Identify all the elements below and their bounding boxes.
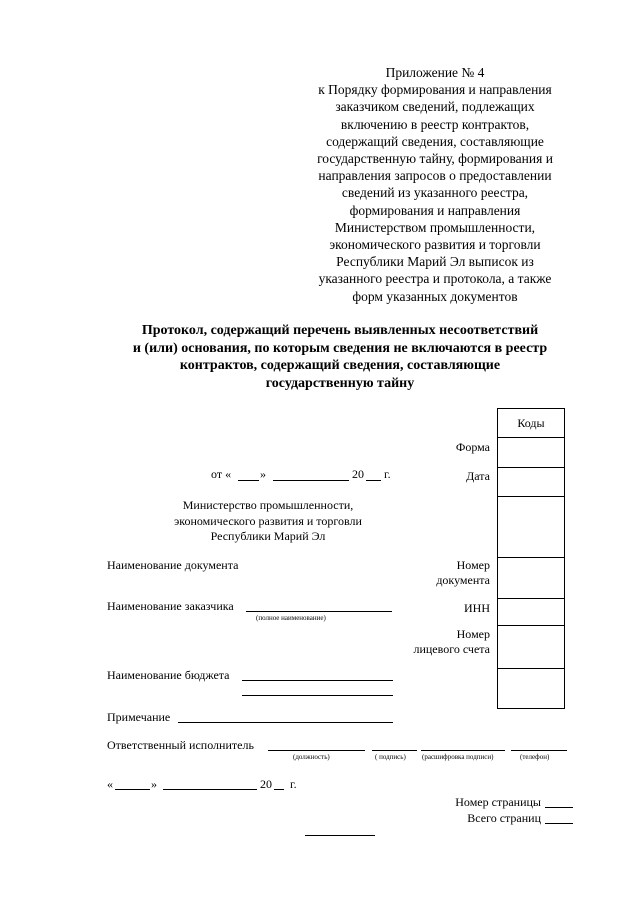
appendix-line: экономического развития и торговли (329, 237, 541, 253)
appendix-line: сведений из указанного реестра, (341, 185, 529, 201)
day-field-line (238, 480, 259, 481)
budget-name-line-1 (242, 680, 393, 681)
doc-number-label-1: Номер (456, 558, 490, 572)
ministry-block (168, 498, 368, 545)
bottom-date-year: 20 (260, 777, 272, 791)
bottom-month-line (163, 789, 257, 790)
date-suffix: г. (384, 467, 391, 481)
ministry-line: экономического развития и торговли (174, 513, 362, 528)
responsible-label: Ответственный исполнитель (107, 738, 254, 752)
signature-hint: ( подпись) (375, 753, 406, 761)
bottom-date-close-quote: » (151, 777, 157, 791)
total-pages-line (545, 823, 573, 824)
appendix-title: Приложение № 4 (385, 65, 485, 80)
ministry-line: Республики Марий Эл (210, 529, 326, 543)
decode-hint: (расшифровка подписи) (422, 753, 494, 761)
doc-name-label: Наименование документа (107, 558, 239, 572)
document-title (90, 322, 590, 392)
bottom-day-line (115, 789, 150, 790)
signature-line (372, 750, 417, 751)
bottom-date-suffix: г. (290, 777, 297, 791)
code-cell-date (498, 467, 564, 496)
footer-divider (305, 835, 375, 836)
appendix-line: Министерством промышленности, (334, 219, 536, 235)
bottom-year-line (274, 789, 284, 790)
code-cell-budget (498, 668, 564, 708)
appendix-line: формирования и направления (349, 202, 521, 218)
date-label: Дата (466, 469, 490, 483)
date-year: 20 (352, 467, 364, 481)
budget-name-line-2 (242, 695, 393, 696)
appendix-block (300, 64, 570, 305)
total-pages-label: Всего страниц (467, 811, 541, 825)
position-line (268, 750, 365, 751)
customer-name-hint: (полное наименование) (256, 614, 326, 622)
form-label: Форма (455, 440, 490, 454)
code-cell-account (498, 625, 564, 668)
codes-table (497, 408, 565, 709)
appendix-line: содержащий сведения, составляющие (326, 133, 544, 149)
phone-hint: (телефон) (520, 753, 550, 761)
page-number-label: Номер страницы (455, 795, 541, 809)
ministry-line: Министерство промышленности, (182, 498, 354, 512)
code-cell-form (498, 437, 564, 467)
month-field-line (273, 480, 349, 481)
date-prefix: от « (211, 467, 232, 481)
page-number-line (545, 807, 573, 808)
codes-header: Коды (517, 416, 545, 430)
inn-label: ИНН (464, 601, 490, 615)
doc-number-label-2: документа (436, 573, 490, 587)
appendix-line: указанного реестра и протокола, а также (318, 271, 552, 287)
code-cell-ministry (498, 496, 564, 557)
year-field-line (366, 480, 381, 481)
code-cell-doc-number (498, 557, 564, 598)
appendix-line: направления запросов о предоставлении (318, 168, 552, 184)
decode-line (421, 750, 505, 751)
customer-name-line (246, 611, 392, 612)
appendix-line: заказчиком сведений, подлежащих (335, 99, 535, 115)
account-number-label-2: лицевого счета (413, 642, 490, 656)
document-title-line: государственную тайну (265, 375, 415, 391)
appendix-line: к Порядку формирования и направления (318, 82, 552, 98)
note-line (178, 722, 393, 723)
phone-line (511, 750, 567, 751)
code-cell-inn (498, 598, 564, 625)
date-close-quote: » (260, 467, 266, 481)
note-label: Примечание (107, 710, 171, 724)
budget-name-label: Наименование бюджета (107, 668, 230, 682)
appendix-line: форм указанных документов (352, 288, 518, 304)
document-title-line: контрактов, содержащий сведения, составляющие (179, 358, 501, 373)
appendix-line: Республики Марий Эл выписок из (336, 254, 534, 270)
position-hint: (должность) (293, 753, 330, 761)
customer-name-label: Наименование заказчика (107, 599, 234, 613)
appendix-line: включению в реестр контрактов, (340, 116, 530, 132)
document-title-line: и (или) основания, по которым сведения не включаются в реестр (132, 340, 548, 356)
document-title-line: Протокол, содержащий перечень выявленных несоответствий (141, 323, 539, 338)
appendix-line: государственную тайну, формирования и (317, 151, 553, 167)
account-number-label-1: Номер (456, 627, 490, 641)
bottom-date-open-quote: « (107, 777, 113, 791)
